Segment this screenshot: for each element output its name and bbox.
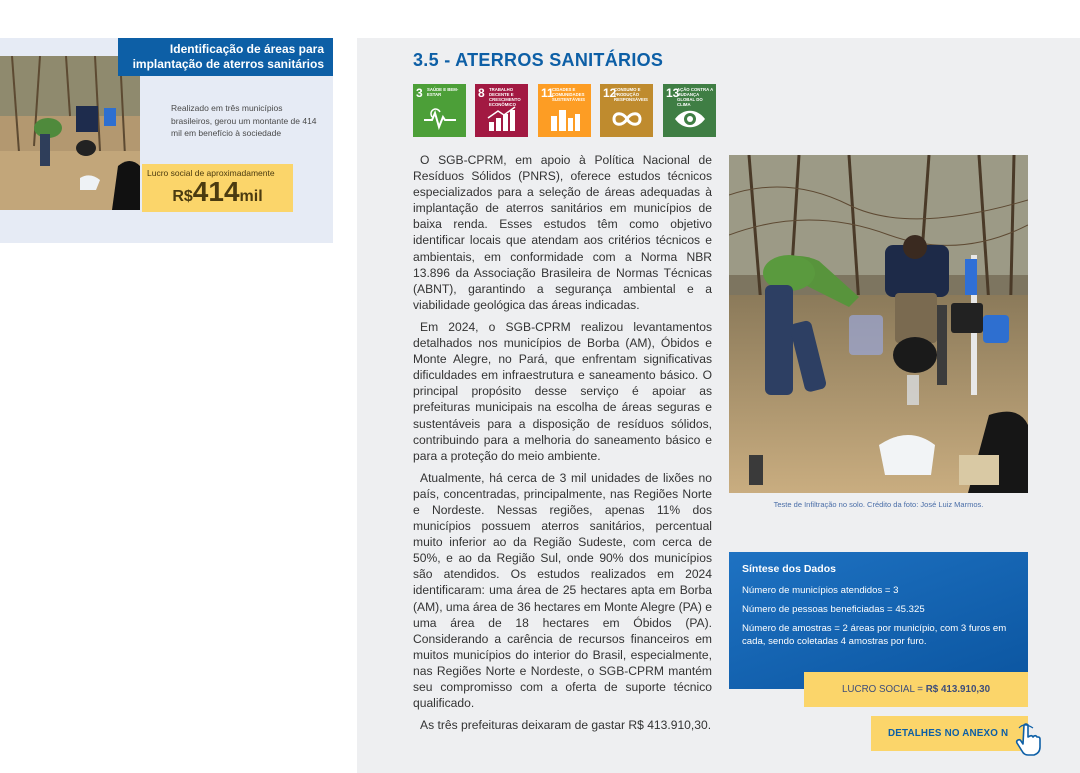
ods-label: TRABALHO DECENTE E CRESCIMENTO ECONÔMICO [489,87,521,107]
ods-13-tile [663,84,716,137]
lucro-social-label: LUCRO SOCIAL = [841,684,923,695]
ods-label: CIDADES E COMUNIDADES SUSTENTÁVEIS [552,87,585,102]
card-lucro-label: Lucro social de aproximadamente [147,168,275,178]
section-title: 3.5 - ATERROS SANITÁRIOS [413,50,664,70]
data-summary-title: Síntese dos Dados [742,563,836,575]
lucro-social-badge [804,672,1028,707]
city-icon [548,106,582,132]
lucro-currency: R$ [172,188,193,205]
card-lucro-box [142,164,293,212]
body-paragraph: Atualmente, há cerca de 3 mil unidades de lixões no país, concentradas, principalmente, nas Regiões Norte e Nordeste. Nessas regiões, apenas 11% dos municípios possuem aterros sanitários, percentual muito inferior ao da Região Sudeste, com cerca de 50%, e ao da Região Sul, onde 90% dos municípios são atendidos. Os estudos realizados em 2024 identificaram: uma área de 25 hectares apta em Borba (AM), uma área de 36 hectares em Monte Alegre (PA) e uma área de 18 hectares em Óbidos (PA). Considerando a carência de recursos financeiros em muitos municípios do interior do Brasil, especialmente, nas Regiões Norte e Nordeste, o SGB-CPRM mantém seu compromisso com a oferta de suporte técnico qualificado. [413,470,712,711]
ods-number: 11 [541,86,554,100]
data-summary-item: Número de municípios atendidos = 3 [742,585,899,596]
details-annex-button[interactable]: DETALHES NO ANEXO N [871,716,1028,751]
card-title: Identificação de áreas para implantação de aterros sanitários [118,38,333,76]
field-photo [729,155,1028,493]
ods-12-tile [600,84,653,137]
data-summary-item: Número de amostras = 2 áreas por município, com 3 furos em cada, sendo coletadas 4 amostras por furo. [742,623,1007,647]
infinity-icon [610,106,644,132]
ods-8-tile [475,84,528,137]
lucro-amount: 414 [192,176,240,207]
ods-label: CONSUMO E PRODUÇÃO RESPONSÁVEIS [614,87,648,102]
summary-card [0,38,333,243]
data-summary-item: Número de pessoas beneficiadas = 45.325 [742,604,925,615]
lucro-social-value: R$ 413.910,30 [925,684,991,695]
ods-label: AÇÃO CONTRA A MUDANÇA GLOBAL DO CLIMA [677,87,714,107]
data-summary-box [729,552,1028,689]
body-paragraph: O SGB-CPRM, em apoio à Política Nacional de Resíduos Sólidos (PNRS), oferece estudos técnicos especializados para a seleção de áreas adequadas à implantação de aterros sanitários em municípios de baixa renda. Esses estudos têm como objetivo identificar locais que atendam aos critérios técnicos e ambientais, em conformidade com a Norma NBR 13.896 da Associação Brasileira de Normas Técnicas (ABNT), garantindo a segurança ambiental e a viabilidade geológica das áreas indicadas. [413,153,712,312]
ods-label: SAÚDE E BEM-ESTAR [427,87,459,97]
card-lucro-value [147,176,288,210]
ods-number: 3 [416,86,423,100]
eye-globe-icon [673,106,707,132]
growth-chart-icon [485,106,519,132]
ods-number: 12 [603,86,617,100]
ods-3-tile [413,84,466,137]
pointer-hand-icon [1015,722,1043,756]
photo-caption: Teste de Infiltração no solo. Crédito da foto: José Luiz Marmos. [773,500,984,509]
ods-number: 13 [666,86,680,100]
ods-11-tile [538,84,591,137]
body-paragraph: Em 2024, o SGB-CPRM realizou levantamentos detalhados nos municípios de Borba (AM), Óbidos e Monte Alegre, no Pará, que enfrentam significativas dificuldades em infraestrutura e saneamento básico. O principal propósito desse serviço é apoiar as prefeituras municipais na escolha de áreas seguras e sustentáveis para a disposição de resíduos sólidos, contribuindo para a melhoria do saneamento básico e para a proteção do meio ambiente. [413,319,712,463]
ods-number: 8 [478,86,485,100]
card-description: Realizado em três municípios brasileiros, gerou um montante de 414 mil em benefício à sociedade [171,103,317,138]
heartbeat-icon [423,106,457,132]
lucro-unit: mil [239,188,263,205]
body-text [413,152,712,739]
body-paragraph: As três prefeituras deixaram de gastar R$ 413.910,30. [420,718,712,733]
card-photo [0,56,140,210]
